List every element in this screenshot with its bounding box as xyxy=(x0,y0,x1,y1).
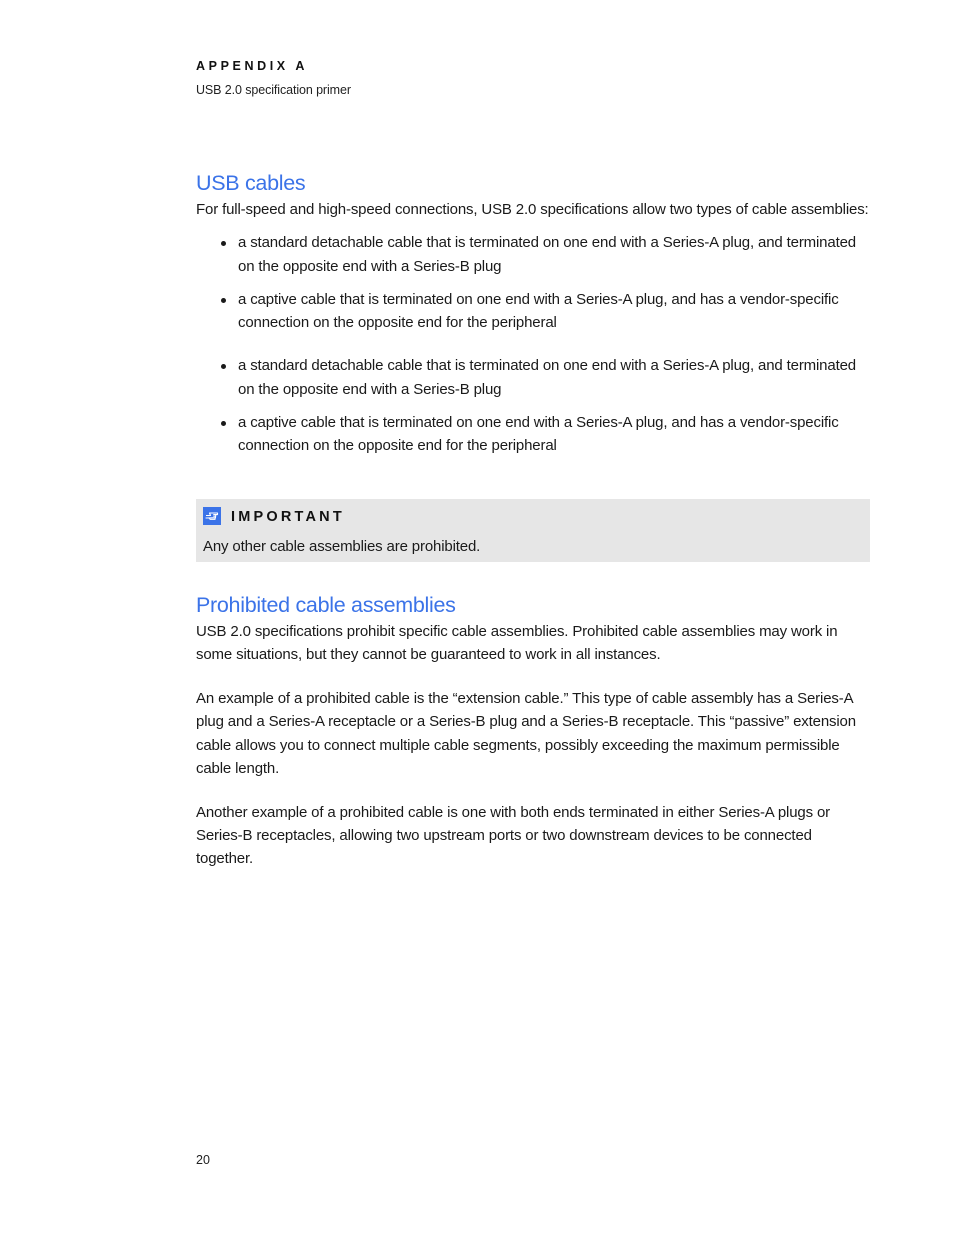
prohibited-paragraph-2: An example of a prohibited cable is the “extension cable.” This type of cable assembly has a Series-A plug and a Series-A receptacle or a Series-B plug and a Series-B receptacle. This “passive” extension cable allows you to connect multiple cable segments, possibly exceeding the maximum permissible cable length. xyxy=(196,690,856,777)
usb-cables-section xyxy=(196,170,872,458)
list-item-text: a standard detachable cable that is terminated on one end with a Series-A plug, and terminated on the opposite end with a Series-B plug xyxy=(238,357,856,398)
appendix-label: APPENDIX A xyxy=(196,59,308,73)
section-title-usb-cables: USB cables xyxy=(196,171,306,195)
prohibited-paragraph-3: Another example of a prohibited cable is one with both ends terminated in either Series-A plugs or Series-B receptacles, allowing two upstream ports or two downstream devices to be connected together. xyxy=(196,803,831,868)
list-item-text: a captive cable that is terminated on one end with a Series-A plug, and has a vendor-specific connection on the opposite end for the peripheral xyxy=(238,290,839,332)
bullet-icon xyxy=(221,364,226,369)
prohibited-section xyxy=(196,592,872,871)
bullet-list-2 xyxy=(196,354,872,457)
appendix-subtitle: USB 2.0 specification primer xyxy=(196,83,351,97)
bullet-icon xyxy=(221,298,226,303)
pointing-hand-icon xyxy=(203,507,221,525)
important-note xyxy=(196,499,870,562)
prohibited-paragraph-1: USB 2.0 specifications prohibit specific cable assemblies. Prohibited cable assemblies may work in some situations, but they cannot be guaranteed to work in all instances. xyxy=(196,623,838,664)
bullet-list-1 xyxy=(196,231,872,334)
usb-cables-intro: For full-speed and high-speed connections, USB 2.0 specifications allow two types of cable assemblies: xyxy=(196,201,869,218)
list-item xyxy=(196,354,872,401)
bullet-icon xyxy=(221,241,226,246)
list-item xyxy=(196,288,872,335)
section-title-prohibited: Prohibited cable assemblies xyxy=(196,593,456,617)
page-number: 20 xyxy=(196,1153,210,1167)
running-head xyxy=(196,58,351,98)
list-item-text: a standard detachable cable that is terminated on one end with a Series-A plug, and terminated on the opposite end with a Series-B plug xyxy=(238,234,856,275)
important-note-title: IMPORTANT xyxy=(231,509,345,525)
bullet-icon xyxy=(221,421,226,426)
important-note-text: Any other cable assemblies are prohibited. xyxy=(203,538,481,555)
list-item-text: a captive cable that is terminated on one end with a Series-A plug, and has a vendor-specific connection on the opposite end for the peripheral xyxy=(238,414,839,455)
list-item xyxy=(196,231,872,278)
list-item xyxy=(196,411,872,458)
